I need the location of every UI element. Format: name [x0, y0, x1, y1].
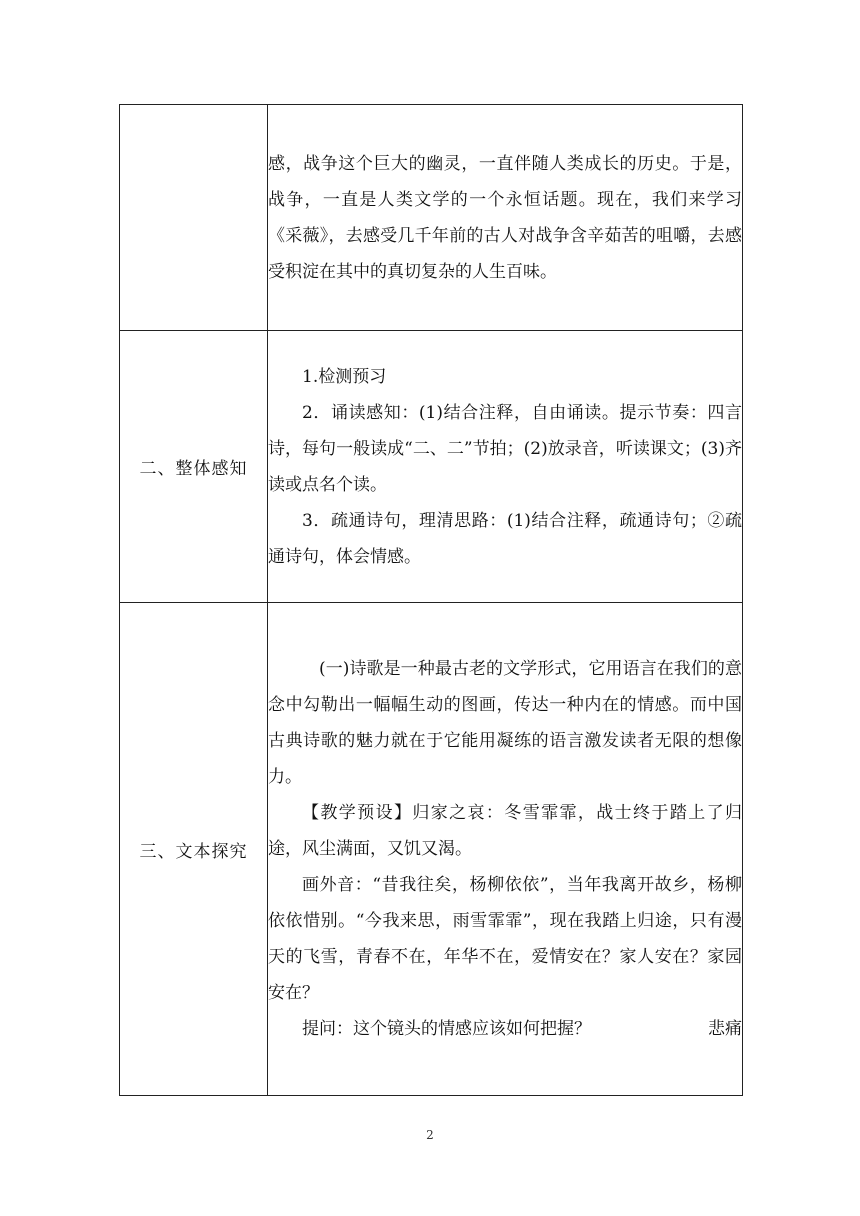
section-title-cell: 二、整体感知	[120, 331, 268, 603]
paragraph: 【教学预设】归家之哀：冬雪霏霏，战士终于踏上了归途，风尘满面，又饥又渴。	[268, 803, 742, 859]
paragraph: 1.检测预习	[302, 366, 387, 387]
paragraph: 画外音：“昔我往矣，杨柳依依”，当年我离开故乡，杨柳依依惜别。“今我来思，雨雪霏霏”，现在我踏上归途，只有漫天的飞雪，青春不在，年华不在，爱情安在？家人安在？家园安在？	[268, 875, 742, 1003]
table-row	[120, 603, 743, 1096]
paragraph: (一)诗歌是一种最古老的文学形式，它用语言在我们的意念中勾勒出一幅幅生动的图画，传达一种内在的情感。而中国古典诗歌的魅力就在于它能用凝练的语言激发读者无限的想像力。	[268, 659, 742, 787]
table-row	[120, 331, 743, 603]
paragraph: 感，战争这个巨大的幽灵，一直伴随人类成长的历史。于是，战争，一直是人类文学的一个永恒话题。现在，我们来学习《采薇》，去感受几千年前的古人对战争含辛茹苦的咀嚼，去感受积淀在其中的真切复杂的人生百味。	[268, 153, 742, 282]
page-number: 2	[426, 1128, 434, 1142]
question-text: 提问：这个镜头的情感应该如何把握？	[302, 1019, 591, 1039]
content-cell	[268, 603, 743, 1096]
paragraph: 2．诵读感知：(1)结合注释，自由诵读。提示节奏：四言诗，每句一般读成“二、二”节拍；(2)放录音，听读课文；(3)齐读或点名个读。	[268, 402, 742, 495]
lesson-plan-table	[119, 104, 743, 1096]
paragraph: 3．疏通诗句，理清思路：(1)结合注释，疏通诗句；②疏通诗句，体会情感。	[268, 510, 742, 567]
section-title-cell: 三、文本探究	[120, 603, 268, 1096]
answer-text: 悲痛	[708, 1019, 742, 1039]
content-cell	[268, 105, 743, 331]
paragraph-question	[268, 1011, 742, 1047]
content-cell	[268, 331, 743, 603]
table-row	[120, 105, 743, 331]
section-title-cell	[120, 105, 268, 331]
